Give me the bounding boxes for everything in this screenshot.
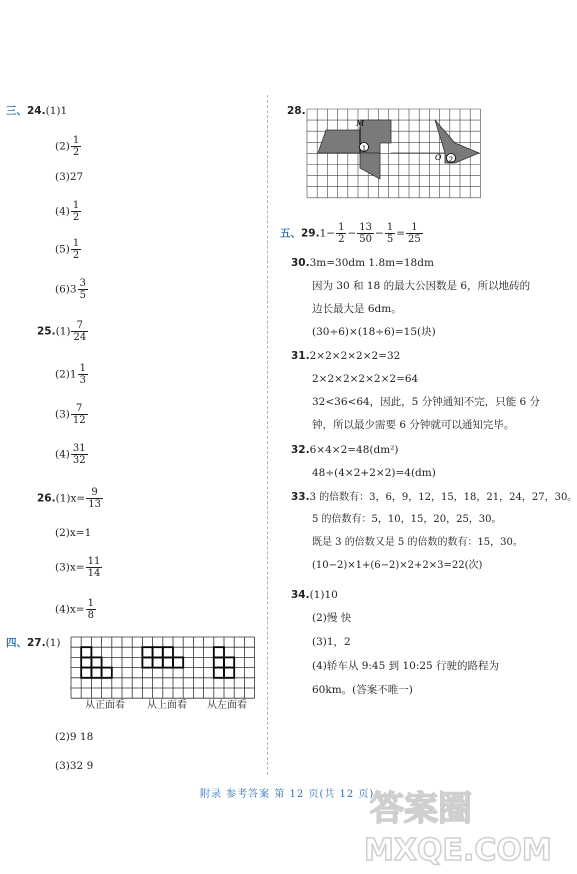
q24-part2: (2) $\frac{1}{2}$ [55,135,80,158]
q26-part4: (4)x= $\frac{1}{8}$ [55,598,94,621]
shape-1 [318,120,391,153]
svg-text:MXQE.COM: MXQE.COM [364,833,552,868]
point-M: M [356,119,365,128]
q26-part2: (2)x=1 [55,527,92,539]
q25-part2: (2)1 $\frac{1}{3}$ [55,363,86,386]
q31-line3: 32<36<64，因此，5 分钟通知不完，只能 6 分 [312,396,541,408]
page-footer: 附录 参考答案 第 12 页(共 12 页) [200,789,375,800]
q34-line3: (3)1，2 [312,636,351,648]
shape-2 [435,120,479,163]
q25-part1: 25.(1) $\frac{7}{24}$ [37,320,87,343]
q25-part4: (4) $\frac{31}{32}$ [55,443,86,466]
q33-line3: 既是 3 的倍数又是 5 的倍数的数有：15，30。 [312,537,523,548]
q24-line1: 三、24.(1)1 [6,105,68,117]
q33-line1: 33.3 的倍数有：3，6，9，12，15，18，21，24，27，30。 [291,491,577,503]
q30-line1: 30.3m=30dm 1.8m=18dm [291,257,434,269]
q28-rotation-grid [305,107,485,200]
q30-line4: (30÷6)×(18÷6)=15(块) [312,326,436,338]
q33-line2: 5 的倍数有：5，10，15，20，25，30。 [312,514,502,525]
q24-part6: (6)3 $\frac{3}{5}$ [55,278,86,301]
q31-line1: 31.2×2×2×2×2=32 [291,350,401,362]
q24-part4: (4) $\frac{1}{2}$ [55,200,80,223]
view-label-front: 从正面看 [85,700,125,711]
q34-line5: 60km。(答案不唯一) [312,684,413,696]
q27-line1: 四、27.(1) [6,637,61,649]
q26-part1: 26.(1)x= $\frac{9}{13}$ [37,487,101,510]
q27-three-views-grid [70,636,255,699]
q24-part5: (5) $\frac{1}{2}$ [55,238,80,261]
q29-equation: 五、29.1− $\frac{1}{2}$ − $\frac{13}{50}$ − $\frac{1}{5}$ = $\frac{1}{25}$ [280,222,421,245]
q32-line1: 32.6×4×2=48(dm²) [291,444,399,456]
q27-part2: (2)9 18 [55,731,94,743]
q32-line2: 48÷(4×2+2×2)=4(dm) [312,467,436,479]
q28-number: 28. [287,105,306,117]
q31-line2: 2×2×2×2×2×2=64 [312,373,419,385]
view-label-left: 从左面看 [207,700,247,711]
fraction: $\frac{1}{2}$ [72,135,80,158]
view-label-top: 从上面看 [147,700,187,711]
column-divider [267,95,268,775]
watermark-logo [360,778,552,868]
q34-line4: (4)轿车从 9:45 到 10:25 行驶的路程为 [312,660,500,672]
q31-line4: 钟，所以最少需要 6 分钟就可以通知完毕。 [312,419,515,431]
q30-line3: 边长最大是 6dm。 [312,303,402,315]
svg-text:答案圈: 答案圈 [370,789,472,829]
svg-text:2: 2 [448,155,454,164]
q26-part3: (3)x= $\frac{11}{14}$ [55,556,101,579]
point-O: O [435,153,442,162]
q30-line2: 因为 30 和 18 的最大公因数是 6，所以地砖的 [312,280,531,292]
q33-line4: (10−2)×1+(6−2)×2+2×3=22(次) [312,560,483,571]
q27-part3: (3)32 9 [55,760,94,772]
q34-line1: 34.(1)10 [291,589,338,601]
q34-line2: (2)慢 快 [312,612,352,624]
svg-text:1: 1 [361,144,367,153]
q25-part3: (3) $\frac{7}{12}$ [55,403,86,426]
q24-part3: (3)27 [55,171,84,183]
